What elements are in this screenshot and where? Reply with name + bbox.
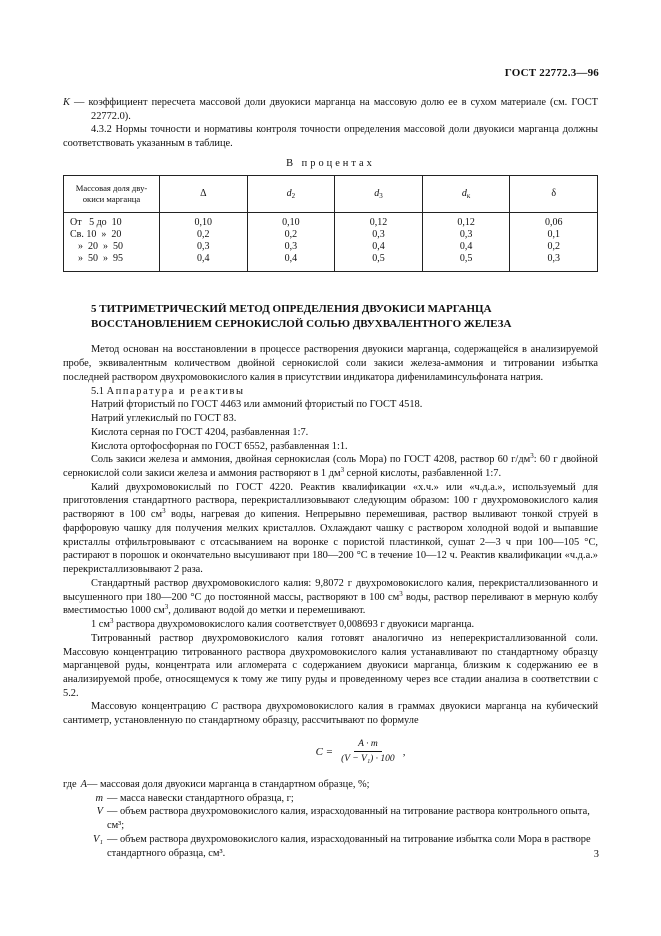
reagent-sodium-fluoride: Натрий фтористый по ГОСТ 4463 или аммоний фтористый по ГОСТ 4518. [91, 399, 423, 411]
page-content [63, 96, 598, 860]
section-5-title: 5 ТИТРИМЕТРИЧЕСКИЙ МЕТОД ОПРЕДЕЛЕНИЯ ДВУОКИСИ МАРГАНЦА ВОССТАНОВЛЕНИЕМ СЕРНОКИСЛОЙ СОЛЬЮ ДВУХВАЛЕНТНОГО ЖЕЛЕЗА [91, 302, 512, 330]
standard-solution-paragraph: Стандартный раствор двухромовокислого калия: 9,8072 г двухромовокислого калия, перекристаллизованного и высушенного при 180—200 °С до постоянной массы, растворяют в 100 $см^3$ воды, раствор переливают в мерную колбу вместимостью 1000 $см^3$, доливают водой до метки и перемешивают. [63, 577, 599, 617]
titrated-solution-paragraph: Титрованный раствор двухромовокислого калия готовят аналогично из неперекристаллизованной соли. Массовую концентрацию титрованного раствора двухромовокислого калия устанавливают по стандартному образцу марганцевой руды, концентрата или агломерата с содержанием двуокиси марганца, близким к содержанию ее в анализируемой пробе, относящемуся к тому же типу руды и проведенному через все стадии анализа в соответствии с 5.2. [63, 632, 598, 699]
definition-item: где A — массовая доля двуокиси марганца в стандартном образце, %; [63, 778, 370, 790]
range-cells: От 5 до 10 Св. 10 » 20 » 20 » 50 » 50 » 95 [64, 212, 160, 271]
definition-item: V₁ — объем раствора двухромовокислого калия, израсходованный на титрование избытка соли Мора в растворе стандартного образца, см³. [93, 833, 591, 859]
delta-cells: 0,10 0,2 0,3 0,4 [160, 212, 248, 271]
header-d3: $d_3$ [335, 175, 423, 212]
formula-fraction [337, 738, 399, 766]
symbol-definitions [63, 778, 598, 860]
accuracy-table [63, 175, 598, 272]
equivalence-paragraph: 1 $см^3$ раствора двухромовокислого калия соответствует 0,008693 г двуокиси марганца. [91, 617, 475, 631]
reagent-phosphoric-acid: Кислота ортофосфорная по ГОСТ 6552, разбавленная 1:1. [91, 440, 348, 452]
reagent-sulfuric-acid: Кислота серная по ГОСТ 4204, разбавленная 1:7. [91, 426, 309, 438]
reagent-mohr-salt: Соль закиси железа и аммония, двойная сернокислая (соль Мора) по ГОСТ 4208, раствор 60 $г/дм^3$: 60 г двойной сернокислой соли закиси железа и аммония растворяют в 1 $дм^3$ серной кислоты, разбавленной 1:7. [63, 452, 598, 479]
definition-item: m — масса навески стандартного образца, г; [95, 792, 294, 804]
formula-lhs: C = [315, 745, 334, 758]
concentration-formula [123, 738, 598, 766]
table-header-row [64, 175, 598, 212]
header-delta: Δ [160, 175, 248, 212]
definition-item: V — объем раствора двухромовокислого калия, израсходованный на титрование раствора контрольного опыта, см³; [96, 806, 590, 832]
reagent-potassium-dichromate: Калий двухромовокислый по ГОСТ 4220. Реактив квалификации «х.ч.» или «ч.д.а.», используемый для приготовления стандартного раствора, перекристаллизовывают следующим образом: 100 г двухромовокислого калия растворяют в 100 $см^3$ воды, нагревая до кипения. Непрерывно перемешивая, раствор выливают тонкой струей в фарфоровую чашку для получения мелких кристаллов. Охлаждают чашку с раствором холодной водой и выпавшие кристаллы отфильтровывают с отсасыванием на воронке с пористой пластинкой, сушат 2—3 ч при 100—105 °С, растирают в порошок и окончательно высушивают при 180—200 °С в течение 10—12 ч. Реактив квалификации «ч.д.а.» перекристаллизовывают 2 раза. [63, 481, 598, 576]
d3-cells: 0,12 0,3 0,4 0,5 [335, 212, 423, 271]
concentration-paragraph: Массовую концентрацию C раствора двухромовокислого калия в граммах двуокиси марганца на кубический сантиметр, установленную по стандартному образцу, рассчитывают по формуле [63, 701, 598, 727]
clause-4-3-2: 4.3.2 Нормы точности и нормативы контроля точности определения массовой доли двуокиси марганца должны соответствовать указанным в таблице. [63, 124, 598, 150]
clause-5-1: 5.1 Аппаратура и реактивы [91, 385, 245, 397]
d2-cells: 0,10 0,2 0,3 0,4 [247, 212, 335, 271]
header-small-delta: δ [510, 175, 598, 212]
header-mass-fraction: Массовая доля дву-окиси марганца [64, 175, 160, 212]
formula-numerator: A · m [354, 738, 382, 753]
page-number: 3 [593, 849, 599, 860]
reagent-sodium-carbonate: Натрий углекислый по ГОСТ 83. [91, 413, 237, 425]
k-text: — коэффициент пересчета массовой доли двуокиси марганца на массовую долю ее в сухом материале (см. ГОСТ 22772.0). [69, 97, 598, 122]
header-d2: $d_2$ [247, 175, 335, 212]
table-row [64, 212, 598, 271]
small-delta-cells: 0,06 0,1 0,2 0,3 [510, 212, 598, 271]
method-paragraph: Метод основан на восстановлении в процессе растворения двуокиси марганца, содержащейся в анализируемой пробе, эквивалентным количеством двойной сернокислой соли закиси железа-аммония и титровании избытка последней раствором двухромовокислого калия в присутствии индикатора дифениламинсульфоната натрия. [63, 344, 598, 383]
dk-cells: 0,12 0,3 0,4 0,5 [422, 212, 510, 271]
k-symbol: K [63, 97, 70, 108]
units-caption: В процентах [286, 157, 375, 169]
coefficient-definition [63, 96, 598, 123]
document-code: ГОСТ 22772.3—96 [504, 67, 599, 79]
formula-denominator: (V − V₁) · 100 [341, 754, 395, 765]
header-dk: $d_к$ [422, 175, 510, 212]
formula-tail: , [402, 745, 406, 758]
